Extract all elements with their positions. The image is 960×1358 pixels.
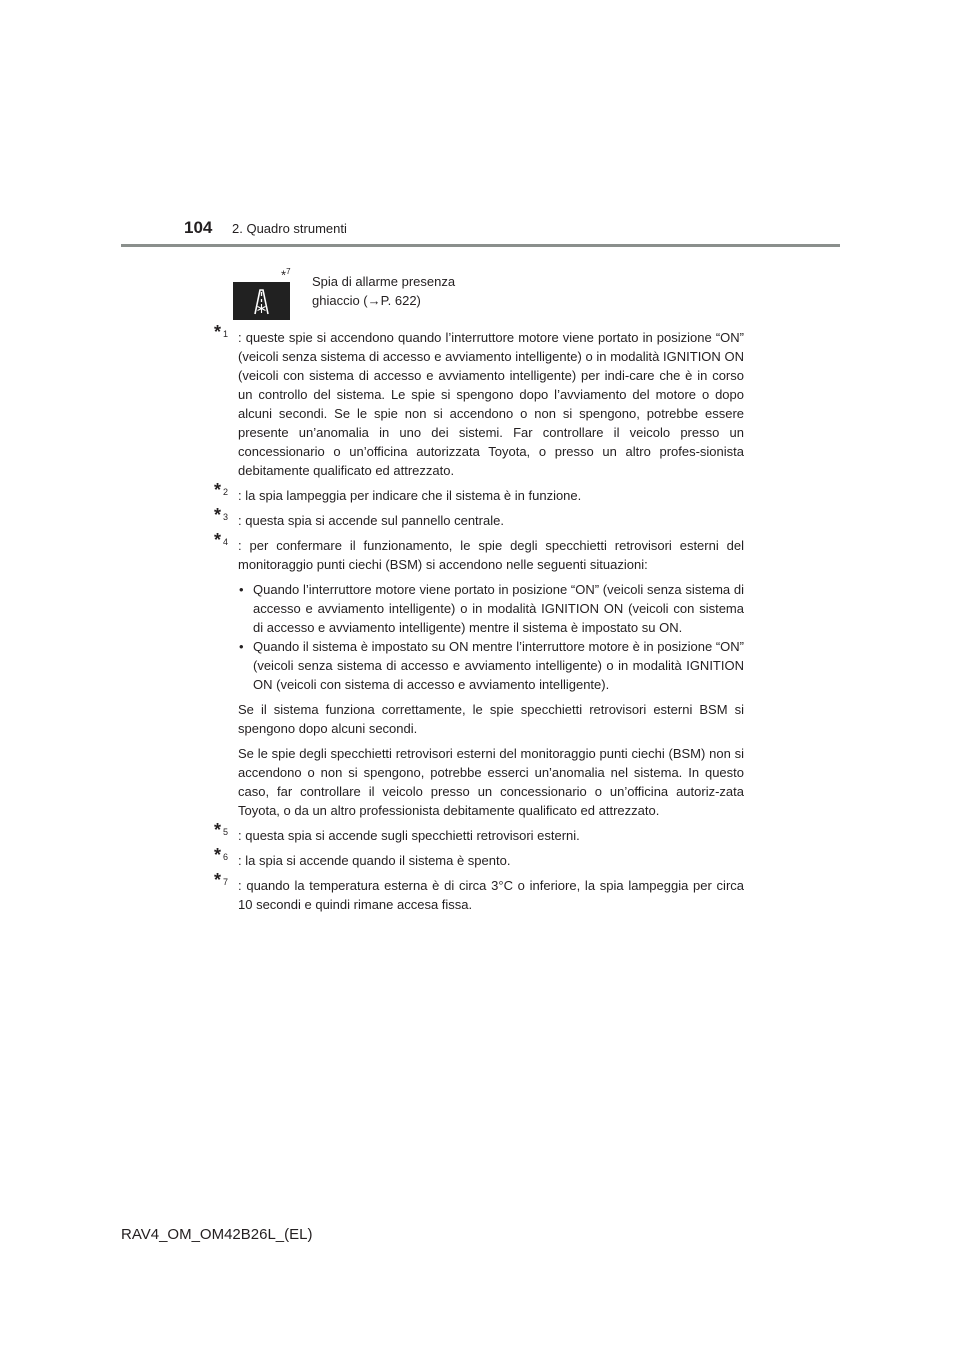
page-reference-link[interactable]: ghiaccio (→P. 622) — [312, 293, 421, 308]
footnote-text: queste spie si accendono quando l’interruttore motore viene portato in posizione “ON” (veicoli senza sistema di accesso e avviamento intelligente) o in modalità IGNITION ON (veicoli con sistema di accesso e avviamento intelligente) per indi-care che è in corso un controllo del sistema. Le spie si spengono dopo l’avviamento del motore o dopo alcuni secondi. Se le spie non si accendono o non si spengono, potrebbe essere presente un’anomalia in uno dei sistemi. Far controllare il veicolo presso un concessionario o un’officina autorizzata Toyota, o presso un altro profes-sionista debitamente qualificato ed attrezzato. — [238, 330, 744, 478]
footnote-2: * 2 : la spia lampeggia per indicare che il sistema è in funzione. — [214, 480, 582, 503]
footnote-text: la spia lampeggia per indicare che il sistema è in funzione. — [245, 488, 582, 503]
footnote-5: * 5 : questa spia si accende sugli specchietti retrovisori esterni. — [214, 820, 580, 843]
document-code: RAV4_OM_OM42B26L_(EL) — [121, 1226, 313, 1243]
footnote-paragraph: Se il sistema funziona correttamente, le spie specchietti retrovisori esterni BSM si spengono dopo alcuni secondi. — [238, 702, 744, 736]
ice-warning-road-icon — [233, 282, 290, 320]
footnote-6: * 6 : la spia si accende quando il sistema è spento. — [214, 845, 511, 868]
footnote-7: * 7 : quando la temperatura esterna è di circa 3°C o inferiore, la spia lampeggia per circa 10 secondi e quindi rimane accesa fissa. — [214, 870, 744, 912]
footnote-text: quando la temperatura esterna è di circa 3°C o inferiore, la spia lampeggia per circa 10 secondi e quindi rimane accesa fissa. — [238, 878, 744, 912]
header-divider — [121, 244, 840, 247]
page-number: 104 — [184, 218, 213, 237]
footnote-text: per confermare il funzionamento, le spie degli specchietti retrovisori esterni del monitoraggio punti ciechi (BSM) si accendono nelle seguenti situazioni: — [238, 538, 744, 572]
footnotes-list — [214, 322, 744, 920]
footnote-3: * 3 : questa spia si accende sul pannello centrale. — [214, 505, 504, 528]
footnote-1: * 1 : queste spie si accendono quando l’interruttore motore viene portato in posizione “ON” (veicoli senza sistema di accesso e avviamento intelligente) o in modalità IGNITION ON (veicoli con sistema di accesso e avviamento intelligente) per indi-care che è in corso un controllo del sistema. Le spie si spengono dopo l’avviamento del motore o dopo alcuni secondi. Se le spie non si accendono o non si spengono, potrebbe essere presente un’anomalia in uno dei sistemi. Far controllare il veicolo presso un concessionario o un’officina autorizzata Toyota, o presso un altro profes-sionista debitamente qualificato ed attrezzato. — [214, 322, 744, 478]
footnote-paragraph: Se le spie degli specchietti retrovisori esterni del monitoraggio punti ciechi (BSM) non si accendono o non si spengono, potrebbe esserci un’anomalia nel sistema. In questo caso, far controllare il veicolo presso un concessionario o un’officina autoriz-zata Toyota, o da un altro professionista debitamente qualificato ed attrezzato. — [238, 746, 744, 818]
footnote-text: la spia si accende quando il sistema è spento. — [245, 853, 511, 868]
warning-footnote-marker: *$^7$ — [281, 267, 291, 283]
warning-description: Spia di allarme presenza ghiaccio (→P. 622) — [312, 272, 512, 310]
footnote-text: questa spia si accende sul pannello centrale. — [245, 513, 504, 528]
bullet-list — [238, 580, 744, 694]
bullet-item: • Quando il sistema è impostato su ON mentre l’interruttore motore è in posizione “ON” (veicoli senza sistema di accesso e avviamento intelligente) o in modalità IGNITION ON (veicoli con sistema di accesso e avviamento intelligente). — [238, 637, 744, 694]
footnote-text: questa spia si accende sugli specchietti retrovisori esterni. — [245, 828, 580, 843]
bullet-item: • Quando l’interruttore motore viene portato in posizione “ON” (veicoli senza sistema di accesso e avviamento intelligente) o in modalità IGNITION ON (veicoli con sistema di accesso e avviamento intelligente) mentre il sistema è impostato su ON. — [238, 580, 744, 637]
footnote-4: * 4 : per confermare il funzionamento, le spie degli specchietti retrovisori esterni del monitoraggio punti ciechi (BSM) si accendono nelle seguenti situazioni: • Quando l’interruttore motore viene portato in posizione “ON” (veicoli senza sistema di accesso e avviamento intelligente) o in modalità IGNITION ON (veicoli con sistema di accesso e avviamento intelligente) mentre il sistema è impostato su ON. • Quando il sistema è impostato su ON mentre l’interruttore motore è in posizione “ON” (veicoli senza sistema di accesso e avviamento intelligente) o in modalità IGNITION ON (veicoli con sistema di accesso e avviamento intelligente). Se il sistema funziona correttamente, le spie specchietti retrovisori esterni BSM si spengono dopo alcuni secondi. Se le spie degli specchietti retrovisori esterni del monitoraggio punti ciechi (BSM) non si accendono o non si spengono, potrebbe esserci un’anomalia nel sistema. In questo caso, far controllare il veicolo presso un concessionario o un’officina autoriz-zata Toyota, o da un altro professionista debitamente qualificato ed attrezzato. — [214, 536, 744, 820]
section-title: 2. Quadro strumenti — [232, 221, 347, 236]
